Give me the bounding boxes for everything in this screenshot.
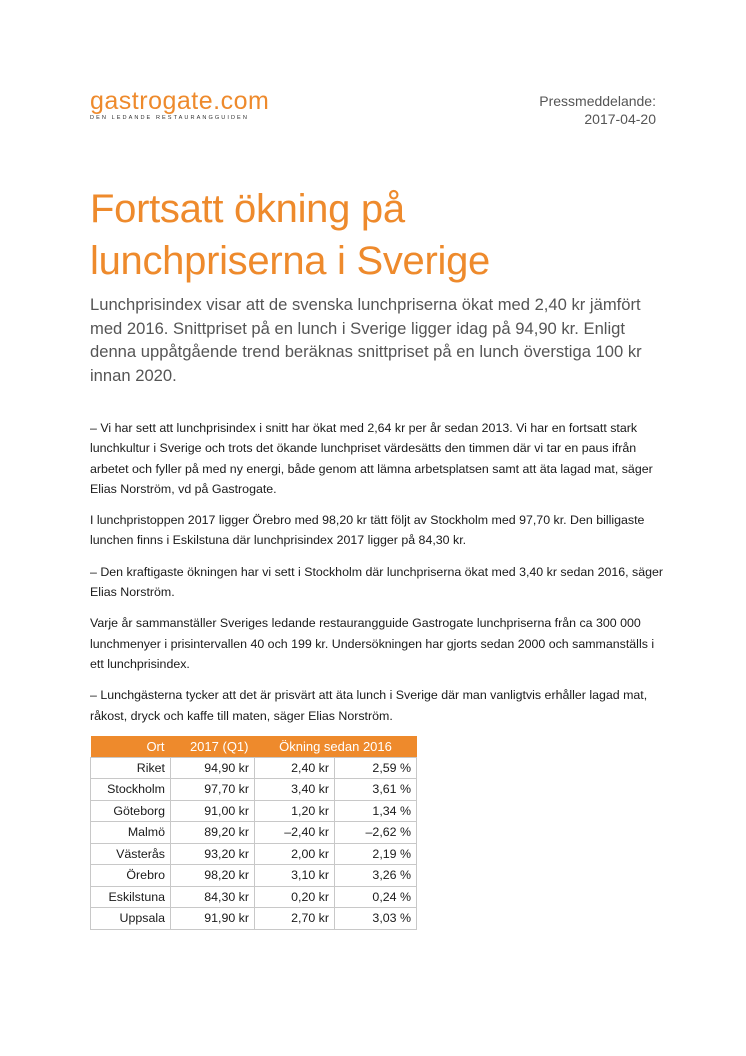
cell-change-pct: 0,24 %	[335, 886, 417, 908]
cell-change-kr: 3,10 kr	[255, 865, 335, 887]
table-row	[91, 865, 417, 887]
cell-change-pct: 3,61 %	[335, 779, 417, 801]
cell-ort: Uppsala	[91, 908, 171, 930]
table-header-row	[91, 736, 417, 757]
cell-change-pct: 2,19 %	[335, 843, 417, 865]
cell-change-kr: 2,70 kr	[255, 908, 335, 930]
cell-change-kr: 1,20 kr	[255, 800, 335, 822]
cell-price: 94,90 kr	[171, 757, 255, 779]
header-2017: 2017 (Q1)	[171, 736, 255, 757]
cell-price: 98,20 kr	[171, 865, 255, 887]
body-paragraph: I lunchpristoppen 2017 ligger Örebro med 98,20 kr tätt följt av Stockholm med 97,70 kr. Den billigaste lunchen finns i Eskilstuna där lunchprisindex 2017 ligger på 84,30 kr.	[90, 513, 645, 548]
header-change: Ökning sedan 2016	[255, 736, 417, 757]
cell-change-kr: 3,40 kr	[255, 779, 335, 801]
cell-change-pct: 2,59 %	[335, 757, 417, 779]
cell-price: 91,90 kr	[171, 908, 255, 930]
cell-price: 93,20 kr	[171, 843, 255, 865]
body-paragraph: – Lunchgästerna tycker att det är prisvärt att äta lunch i Sverige där man vanligtvis erhåller lagad mat, råkost, dryck och kaffe till maten, säger Elias Norström.	[90, 688, 648, 723]
body-paragraph: Varje år sammanställer Sveriges ledande restaurangguide Gastrogate lunchpriserna från ca 300 000 lunchmenyer i prisintervallen 40 och 199 kr. Undersökningen har gjorts sedan 2000 och sammanställs i ett lunchprisindex.	[90, 616, 655, 671]
cell-change-pct: 3,03 %	[335, 908, 417, 930]
cell-ort: Malmö	[91, 822, 171, 844]
doc-type-label: Pressmeddelande:	[539, 93, 656, 109]
page-title: Fortsatt ökning på lunchpriserna i Sverige	[90, 187, 490, 283]
cell-ort: Västerås	[91, 843, 171, 865]
lunch-price-table	[90, 736, 417, 930]
cell-price: 89,20 kr	[171, 822, 255, 844]
table-row	[91, 757, 417, 779]
table-row	[91, 822, 417, 844]
logo-text: gastrogate.com	[90, 87, 270, 115]
cell-ort: Örebro	[91, 865, 171, 887]
table-row	[91, 908, 417, 930]
cell-price: 84,30 kr	[171, 886, 255, 908]
cell-price: 97,70 kr	[171, 779, 255, 801]
cell-change-kr: 2,00 kr	[255, 843, 335, 865]
cell-ort: Eskilstuna	[91, 886, 171, 908]
cell-change-pct: –2,62 %	[335, 822, 417, 844]
cell-change-pct: 1,34 %	[335, 800, 417, 822]
table-row	[91, 779, 417, 801]
release-date: 2017-04-20	[584, 111, 656, 127]
lead-paragraph: Lunchprisindex visar att de svenska lunchpriserna ökat med 2,40 kr jämfört med 2016. Snittpriset på en lunch i Sverige ligger idag på 94,90 kr. Enligt denna uppåtgående trend beräknas snittpriset på en lunch överstiga 100 kr innan 2020.	[90, 295, 642, 385]
body-paragraph: – Vi har sett att lunchprisindex i snitt har ökat med 2,64 kr per år sedan 2013. Vi har en fortsatt stark lunchkultur i Sverige och trots det ökande lunchpriset värdesätts den timmen där vi tar en paus ifrån arbetet och fyller på med ny energi, både genom att lämna arbetsplatsen samt att äta lagad mat, säger Elias Norström, vd på Gastrogate.	[90, 421, 653, 496]
article-body	[90, 418, 665, 737]
cell-ort: Stockholm	[91, 779, 171, 801]
logo-tagline: DEN LEDANDE RESTAURANGGUIDEN	[90, 115, 249, 121]
cell-ort: Riket	[91, 757, 171, 779]
press-release-info	[539, 92, 656, 128]
cell-price: 91,00 kr	[171, 800, 255, 822]
cell-change-kr: 0,20 kr	[255, 886, 335, 908]
table-row	[91, 843, 417, 865]
table-row	[91, 800, 417, 822]
body-paragraph: – Den kraftigaste ökningen har vi sett i Stockholm där lunchpriserna ökat med 3,40 kr sedan 2016, säger Elias Norström.	[90, 564, 664, 600]
logo	[90, 88, 269, 121]
cell-change-pct: 3,26 %	[335, 865, 417, 887]
cell-change-kr: 2,40 kr	[255, 757, 335, 779]
cell-ort: Göteborg	[91, 800, 171, 822]
header-ort: Ort	[91, 736, 171, 757]
cell-change-kr: –2,40 kr	[255, 822, 335, 844]
table-row	[91, 886, 417, 908]
